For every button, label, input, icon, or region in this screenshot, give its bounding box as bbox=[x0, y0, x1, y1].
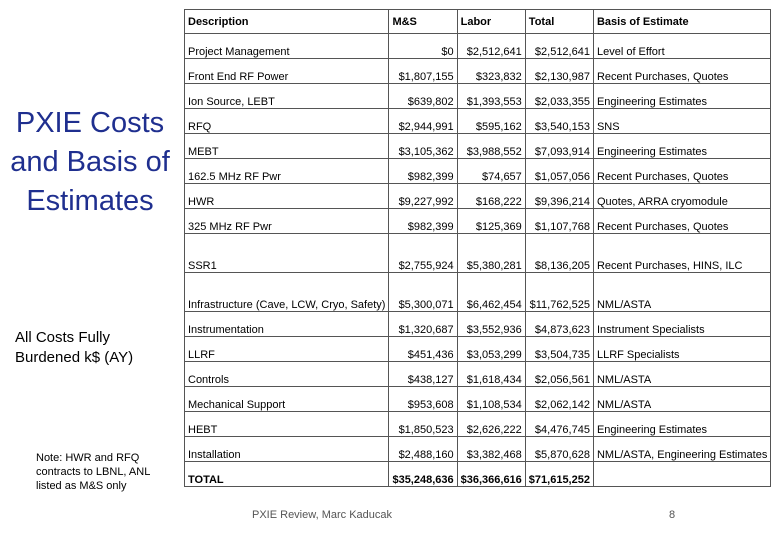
row-labor: $3,053,299 bbox=[457, 337, 525, 362]
row-ms: $2,755,924 bbox=[389, 234, 457, 273]
row-total: $2,512,641 bbox=[525, 34, 593, 59]
total-basis bbox=[593, 462, 770, 487]
row-ms: $639,802 bbox=[389, 84, 457, 109]
table-row bbox=[185, 412, 771, 437]
contracts-note: Note: HWR and RFQ contracts to LBNL, ANL listed as M&S only bbox=[36, 452, 150, 492]
row-labor: $1,108,534 bbox=[457, 387, 525, 412]
header-labor: Labor bbox=[457, 10, 525, 34]
row-ms: $3,105,362 bbox=[389, 134, 457, 159]
row-description: HEBT bbox=[185, 412, 389, 437]
row-description: Installation bbox=[185, 437, 389, 462]
row-description: SSR1 bbox=[185, 234, 389, 273]
row-basis: Level of Effort bbox=[593, 34, 770, 59]
row-total: $5,870,628 bbox=[525, 437, 593, 462]
row-ms: $1,807,155 bbox=[389, 59, 457, 84]
row-basis: Engineering Estimates bbox=[593, 134, 770, 159]
row-labor: $5,380,281 bbox=[457, 234, 525, 273]
row-basis: SNS bbox=[593, 109, 770, 134]
row-basis: NML/ASTA bbox=[593, 273, 770, 312]
row-labor: $125,369 bbox=[457, 209, 525, 234]
row-description: Ion Source, LEBT bbox=[185, 84, 389, 109]
header-ms: M&S bbox=[389, 10, 457, 34]
row-basis: Instrument Specialists bbox=[593, 312, 770, 337]
row-ms: $1,850,523 bbox=[389, 412, 457, 437]
row-basis: Recent Purchases, Quotes bbox=[593, 159, 770, 184]
row-basis: NML/ASTA bbox=[593, 387, 770, 412]
row-description: 162.5 MHz RF Pwr bbox=[185, 159, 389, 184]
row-ms: $1,320,687 bbox=[389, 312, 457, 337]
row-labor: $74,657 bbox=[457, 159, 525, 184]
row-labor: $1,393,553 bbox=[457, 84, 525, 109]
slide-title: PXIE Costs and Basis of Estimates bbox=[10, 107, 170, 217]
cost-estimate-table bbox=[184, 9, 771, 487]
row-total: $2,056,561 bbox=[525, 362, 593, 387]
row-description: RFQ bbox=[185, 109, 389, 134]
total-total: $71,615,252 bbox=[525, 462, 593, 487]
row-total: $2,033,355 bbox=[525, 84, 593, 109]
table-total-row bbox=[185, 462, 771, 487]
table-row bbox=[185, 362, 771, 387]
row-labor: $595,162 bbox=[457, 109, 525, 134]
table-row bbox=[185, 84, 771, 109]
row-total: $7,093,914 bbox=[525, 134, 593, 159]
table-row bbox=[185, 337, 771, 362]
row-total: $8,136,205 bbox=[525, 234, 593, 273]
row-ms: $953,608 bbox=[389, 387, 457, 412]
row-total: $1,057,056 bbox=[525, 159, 593, 184]
row-description: LLRF bbox=[185, 337, 389, 362]
row-basis: NML/ASTA, Engineering Estimates bbox=[593, 437, 770, 462]
row-total: $9,396,214 bbox=[525, 184, 593, 209]
row-labor: $2,512,641 bbox=[457, 34, 525, 59]
table-row bbox=[185, 184, 771, 209]
row-basis: Engineering Estimates bbox=[593, 412, 770, 437]
table-row bbox=[185, 209, 771, 234]
row-total: $4,476,745 bbox=[525, 412, 593, 437]
row-basis: Recent Purchases, HINS, ILC bbox=[593, 234, 770, 273]
row-description: Instrumentation bbox=[185, 312, 389, 337]
row-basis: LLRF Specialists bbox=[593, 337, 770, 362]
header-description: Description bbox=[185, 10, 389, 34]
table-row bbox=[185, 437, 771, 462]
table-row bbox=[185, 59, 771, 84]
row-ms: $982,399 bbox=[389, 209, 457, 234]
row-description: MEBT bbox=[185, 134, 389, 159]
row-ms: $9,227,992 bbox=[389, 184, 457, 209]
row-labor: $3,552,936 bbox=[457, 312, 525, 337]
row-total: $11,762,525 bbox=[525, 273, 593, 312]
row-labor: $2,626,222 bbox=[457, 412, 525, 437]
row-total: $1,107,768 bbox=[525, 209, 593, 234]
row-labor: $6,462,454 bbox=[457, 273, 525, 312]
header-total: Total bbox=[525, 10, 593, 34]
row-labor: $3,988,552 bbox=[457, 134, 525, 159]
table-row bbox=[185, 387, 771, 412]
row-description: Project Management bbox=[185, 34, 389, 59]
table-row bbox=[185, 34, 771, 59]
row-labor: $323,832 bbox=[457, 59, 525, 84]
table-row bbox=[185, 312, 771, 337]
row-total: $4,873,623 bbox=[525, 312, 593, 337]
row-total: $2,062,142 bbox=[525, 387, 593, 412]
row-ms: $451,436 bbox=[389, 337, 457, 362]
costs-note: All Costs Fully Burdened k$ (AY) bbox=[15, 329, 134, 366]
row-description: Controls bbox=[185, 362, 389, 387]
total-ms: $35,248,636 bbox=[389, 462, 457, 487]
row-basis: Recent Purchases, Quotes bbox=[593, 209, 770, 234]
row-labor: $3,382,468 bbox=[457, 437, 525, 462]
row-labor: $1,618,434 bbox=[457, 362, 525, 387]
row-ms: $438,127 bbox=[389, 362, 457, 387]
row-ms: $982,399 bbox=[389, 159, 457, 184]
total-labor: $36,366,616 bbox=[457, 462, 525, 487]
header-basis: Basis of Estimate bbox=[593, 10, 770, 34]
row-description: Front End RF Power bbox=[185, 59, 389, 84]
row-basis: Quotes, ARRA cryomodule bbox=[593, 184, 770, 209]
total-label: TOTAL bbox=[185, 462, 389, 487]
row-ms: $0 bbox=[389, 34, 457, 59]
row-description: Infrastructure (Cave, LCW, Cryo, Safety) bbox=[185, 273, 389, 312]
row-basis: NML/ASTA bbox=[593, 362, 770, 387]
row-ms: $5,300,071 bbox=[389, 273, 457, 312]
page-number: 8 bbox=[669, 509, 676, 521]
row-labor: $168,222 bbox=[457, 184, 525, 209]
row-total: $3,504,735 bbox=[525, 337, 593, 362]
table-row bbox=[185, 109, 771, 134]
row-description: HWR bbox=[185, 184, 389, 209]
row-ms: $2,488,160 bbox=[389, 437, 457, 462]
row-ms: $2,944,991 bbox=[389, 109, 457, 134]
row-description: Mechanical Support bbox=[185, 387, 389, 412]
table-row bbox=[185, 159, 771, 184]
row-description: 325 MHz RF Pwr bbox=[185, 209, 389, 234]
table-header-row bbox=[185, 10, 771, 34]
row-basis: Engineering Estimates bbox=[593, 84, 770, 109]
table-row bbox=[185, 234, 771, 273]
table-row bbox=[185, 134, 771, 159]
row-total: $2,130,987 bbox=[525, 59, 593, 84]
table-row bbox=[185, 273, 771, 312]
row-total: $3,540,153 bbox=[525, 109, 593, 134]
footer-text: PXIE Review, Marc Kaducak bbox=[252, 509, 393, 521]
row-basis: Recent Purchases, Quotes bbox=[593, 59, 770, 84]
